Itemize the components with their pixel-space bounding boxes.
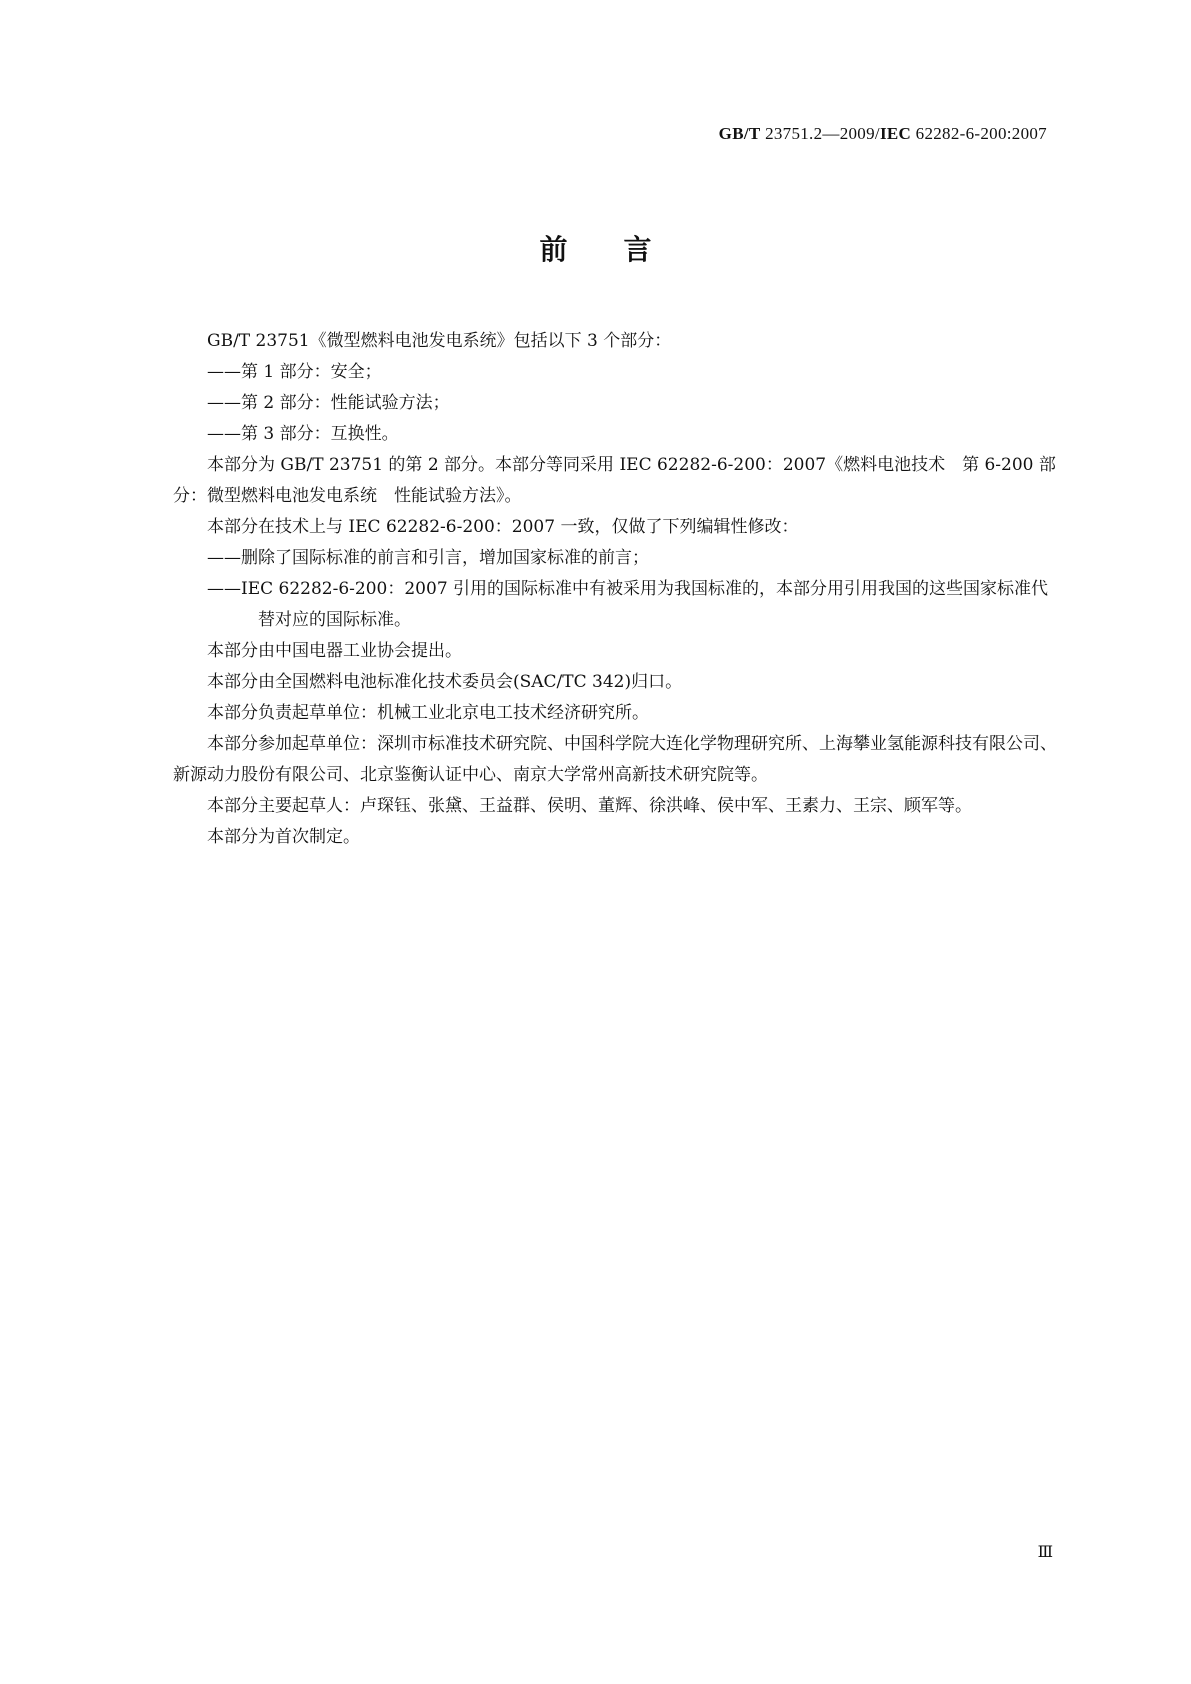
- code-number-iec: 62282-6-200:2007: [915, 124, 1047, 143]
- page-number: Ⅲ: [1037, 1544, 1053, 1561]
- paragraph-first-edition: 本部分为首次制定。: [207, 827, 360, 847]
- list-item-part-1: ——第 1 部分：安全；: [207, 362, 382, 382]
- list-item-edit-1: ——删除了国际标准的前言和引言，增加国家标准的前言；: [207, 548, 649, 568]
- code-number-gbt: 23751.2—2009/: [765, 124, 880, 143]
- paragraph-main-drafters: 本部分主要起草人：卢琛钰、张黛、王益群、侯明、董辉、徐洪峰、侯中军、王素力、王宗、顾军等。: [207, 796, 972, 816]
- list-item-edit-2: ——IEC 62282-6-200：2007 引用的国际标准中有被采用为我国标准的，本部分用引用我国的这些国家标准代替对应的国际标准。: [207, 579, 1049, 630]
- paragraph-adoption: 本部分为 GB/T 23751 的第 2 部分。本部分等同采用 IEC 62282-6-200：2007《燃料电池技术 第 6-200 部分：微型燃料电池发电系统 性能试验方法》。: [173, 455, 1056, 506]
- paragraph-proposer: 本部分由中国电器工业协会提出。: [207, 641, 462, 661]
- paragraph-lead-drafter: 本部分负责起草单位：机械工业北京电工技术经济研究所。: [207, 703, 649, 723]
- list-item-part-2: ——第 2 部分：性能试验方法；: [207, 393, 450, 413]
- list-item-part-3: ——第 3 部分：互换性。: [207, 424, 399, 444]
- foreword-body: [173, 326, 1063, 853]
- paragraph-technical-consistency: 本部分在技术上与 IEC 62282-6-200：2007 一致，仅做了下列编辑性修改：: [207, 517, 799, 537]
- standard-code-header: [719, 124, 1047, 144]
- page-title: 前言: [539, 233, 708, 266]
- paragraph-intro: GB/T 23751《微型燃料电池发电系统》包括以下 3 个部分：: [207, 331, 672, 351]
- code-prefix-gbt: GB/T: [718, 124, 761, 143]
- paragraph-committee: 本部分由全国燃料电池标准化技术委员会(SAC/TC 342)归口。: [207, 672, 683, 692]
- code-prefix-iec: IEC: [879, 124, 912, 143]
- paragraph-participating-drafters: 本部分参加起草单位：深圳市标准技术研究院、中国科学院大连化学物理研究所、上海攀业氢能源科技有限公司、新源动力股份有限公司、北京鉴衡认证中心、南京大学常州高新技术研究院等。: [173, 734, 1057, 785]
